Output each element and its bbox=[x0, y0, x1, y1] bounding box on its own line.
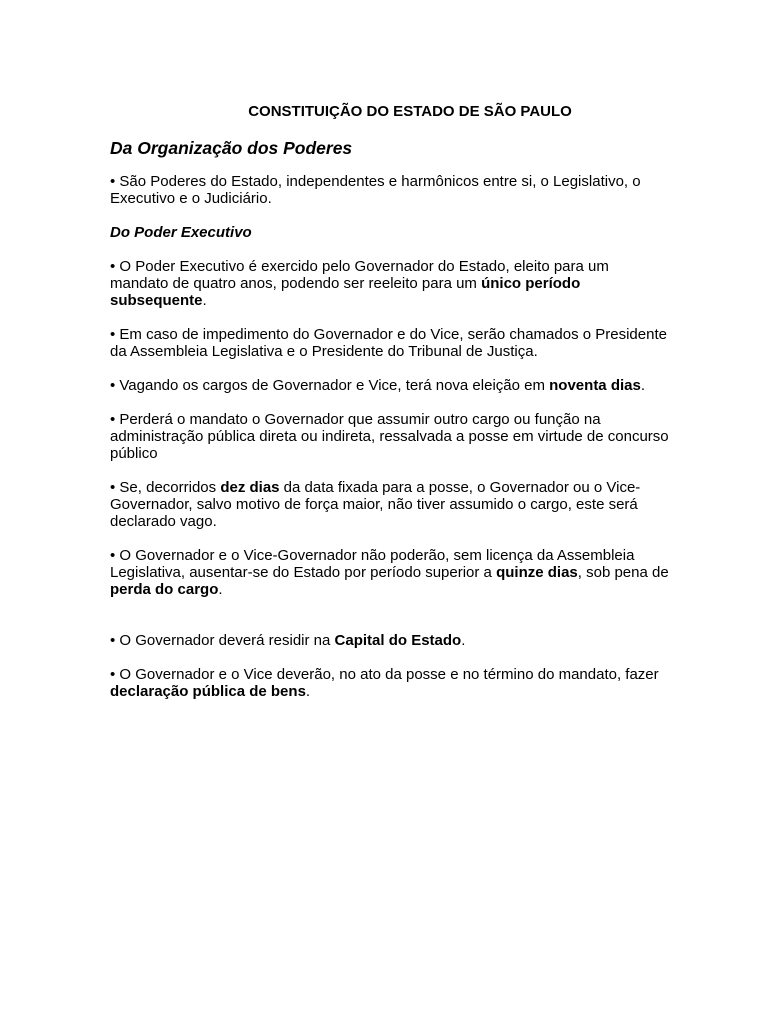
paragraph-text: da data fixada para a posse, o Governador ou o Vice-Governador, salvo motivo de força maior, não tiver assumido o cargo, este será declarado vago. bbox=[110, 479, 641, 530]
paragraph-residence bbox=[110, 632, 670, 649]
paragraph-text: . bbox=[640, 377, 646, 394]
paragraph-intro: • São Poderes do Estado, independentes e harmônicos entre si, o Legislativo, o Executivo e o Judiciário. bbox=[110, 173, 641, 207]
paragraph-emphasis: noventa dias bbox=[549, 377, 641, 394]
paragraph-declaration bbox=[110, 666, 670, 700]
paragraph-impediment: • Em caso de impedimento do Governador e do Vice, serão chamados o Presidente da Assembleia Legislativa e o Presidente do Tribunal de Justiça. bbox=[110, 326, 667, 360]
section-title: Da Organização dos Poderes bbox=[110, 138, 353, 158]
paragraph-emphasis: quinze dias bbox=[496, 564, 578, 581]
paragraph-text: . bbox=[202, 292, 207, 309]
paragraph-emphasis: dez dias bbox=[220, 479, 280, 496]
paragraph-executive-power bbox=[110, 258, 670, 309]
paragraph-text: . bbox=[461, 632, 466, 649]
paragraph-vacancy bbox=[110, 377, 670, 394]
paragraph-ten-days bbox=[110, 479, 670, 530]
paragraph-loss-of-mandate: • Perderá o mandato o Governador que assumir outro cargo ou função na administração pública direta ou indireta, ressalvada a posse em virtude de concurso público bbox=[110, 411, 669, 462]
paragraph-text: • O Poder Executivo é exercido pelo Governador do Estado, eleito para um mandato de quatro anos, podendo ser reeleito para um bbox=[110, 258, 609, 292]
paragraph-text: , sob pena de bbox=[577, 564, 669, 581]
paragraph-emphasis: único período subsequente bbox=[110, 275, 581, 309]
paragraph-text: • O Governador e o Vice deverão, no ato da posse e no término do mandato, fazer bbox=[110, 666, 659, 683]
paragraph-emphasis: declaração pública de bens bbox=[110, 683, 306, 700]
paragraph-absence bbox=[110, 547, 670, 598]
document-title: CONSTITUIÇÃO DO ESTADO DE SÃO PAULO bbox=[248, 103, 572, 120]
paragraph-emphasis: perda do cargo bbox=[110, 581, 219, 598]
paragraph-emphasis: Capital do Estado bbox=[334, 632, 462, 649]
paragraph-text: . bbox=[218, 581, 223, 598]
subsection-title: Do Poder Executivo bbox=[110, 224, 252, 241]
paragraph-text: • O Governador deverá residir na bbox=[110, 632, 335, 649]
paragraph-text: • O Governador e o Vice-Governador não poderão, sem licença da Assembleia Legislativa, ausentar-se do Estado por período superior a bbox=[110, 547, 635, 581]
paragraph-text: • Se, decorridos bbox=[110, 479, 221, 496]
paragraph-text: . bbox=[305, 683, 311, 700]
document-body bbox=[110, 137, 670, 717]
paragraph-text: • Vagando os cargos de Governador e Vice, terá nova eleição em bbox=[110, 377, 550, 394]
